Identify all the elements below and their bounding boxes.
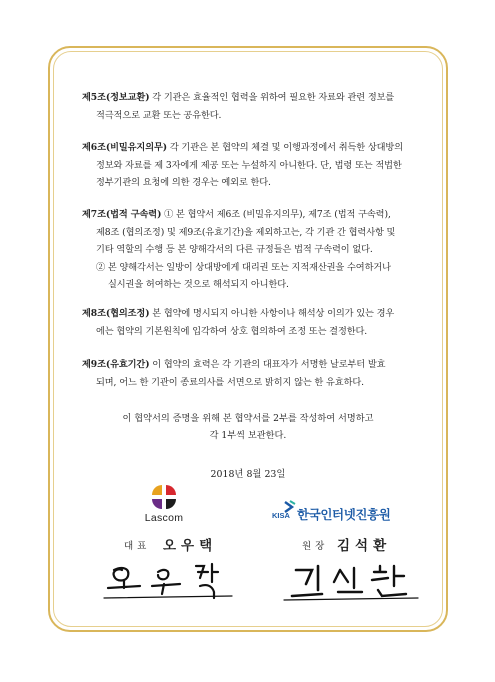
right-rep-role: 원장 xyxy=(302,541,329,552)
lascom-logo-icon xyxy=(128,483,200,533)
article-8-title: 제8조(협의조정) xyxy=(82,308,150,319)
article-7 xyxy=(82,206,414,294)
article-7-line-4: ② 본 양해각서는 일방이 상대방에게 대리권 또는 지적재산권을 수여하거나 xyxy=(96,261,391,273)
left-signature xyxy=(100,558,240,604)
closing-line-2: 각 1부씩 보관한다. xyxy=(209,430,287,441)
lascom-logo-text: Lascom xyxy=(144,512,184,524)
article-8-line-2: 에는 협약의 기본원칙에 입각하여 상호 협의하여 조정 또는 결정한다. xyxy=(96,325,368,337)
closing-statement xyxy=(82,410,414,444)
article-7-line-3: 기타 역할의 수행 등 본 양해각서의 다른 규정들은 법적 구속력이 없다. xyxy=(96,244,373,255)
article-9-line-1: 이 협약의 효력은 각 기관의 대표자가 서명한 날로부터 발효 xyxy=(149,359,386,370)
article-7-line-5: 실시권을 허여하는 것으로 해석되지 아니한다. xyxy=(108,279,289,290)
article-6-line-3: 정부기관의 요청에 의한 경우는 예외로 한다. xyxy=(96,177,271,188)
signing-date: 2018년 8월 23일 xyxy=(210,469,286,480)
article-6 xyxy=(82,139,414,192)
article-5-line-2: 적극적으로 교환 또는 공유한다. xyxy=(96,109,222,121)
article-9-title: 제9조(유효기간) xyxy=(82,359,150,370)
article-9-line-2: 되며, 어느 한 기관이 종료의사를 서면으로 밝히지 않는 한 유효하다. xyxy=(96,376,364,388)
article-5-title: 제5조(정보교환) xyxy=(82,92,150,103)
left-rep-name: 오우택 xyxy=(163,538,218,554)
article-9 xyxy=(82,356,414,391)
article-6-title: 제6조(비밀유지의무) xyxy=(82,142,167,153)
article-7-title: 제7조(법적 구속력) xyxy=(82,209,162,220)
left-rep-role: 대표 xyxy=(124,541,151,552)
kisa-logo-name: 한국인터넷진흥원 xyxy=(297,507,391,522)
closing-line-1: 이 협약서의 증명을 위해 본 협약서를 2부를 작성하여 서명하고 xyxy=(122,413,374,424)
article-8 xyxy=(82,305,414,340)
article-6-line-1: 각 기관은 본 협약의 체결 및 이행과정에서 취득한 상대방의 xyxy=(167,142,403,153)
article-8-line-1: 본 협약에 명시되지 아니한 사항이나 해석상 이의가 있는 경우 xyxy=(149,308,395,319)
article-7-line-2: 제8조 (협의조정) 및 제9조(유효기간)을 제외하고는, 각 기관 간 협력사항 및 xyxy=(96,226,396,238)
article-7-line-1: ① 본 협약서 제6조 (비밀유지의무), 제7조 (법적 구속력), xyxy=(161,209,391,220)
article-6-line-2: 정보와 자료를 제 3자에게 제공 또는 누설하지 아니한다. 단, 법령 또는 적법한 xyxy=(96,159,402,171)
article-5-line-1: 각 기관은 효율적인 협력을 위하여 필요한 자료와 관련 정보를 xyxy=(149,92,395,103)
article-5 xyxy=(82,89,414,124)
right-rep-name: 김석환 xyxy=(337,538,392,554)
kisa-logo-abbr: KISA xyxy=(272,511,290,520)
right-signature xyxy=(282,560,422,606)
